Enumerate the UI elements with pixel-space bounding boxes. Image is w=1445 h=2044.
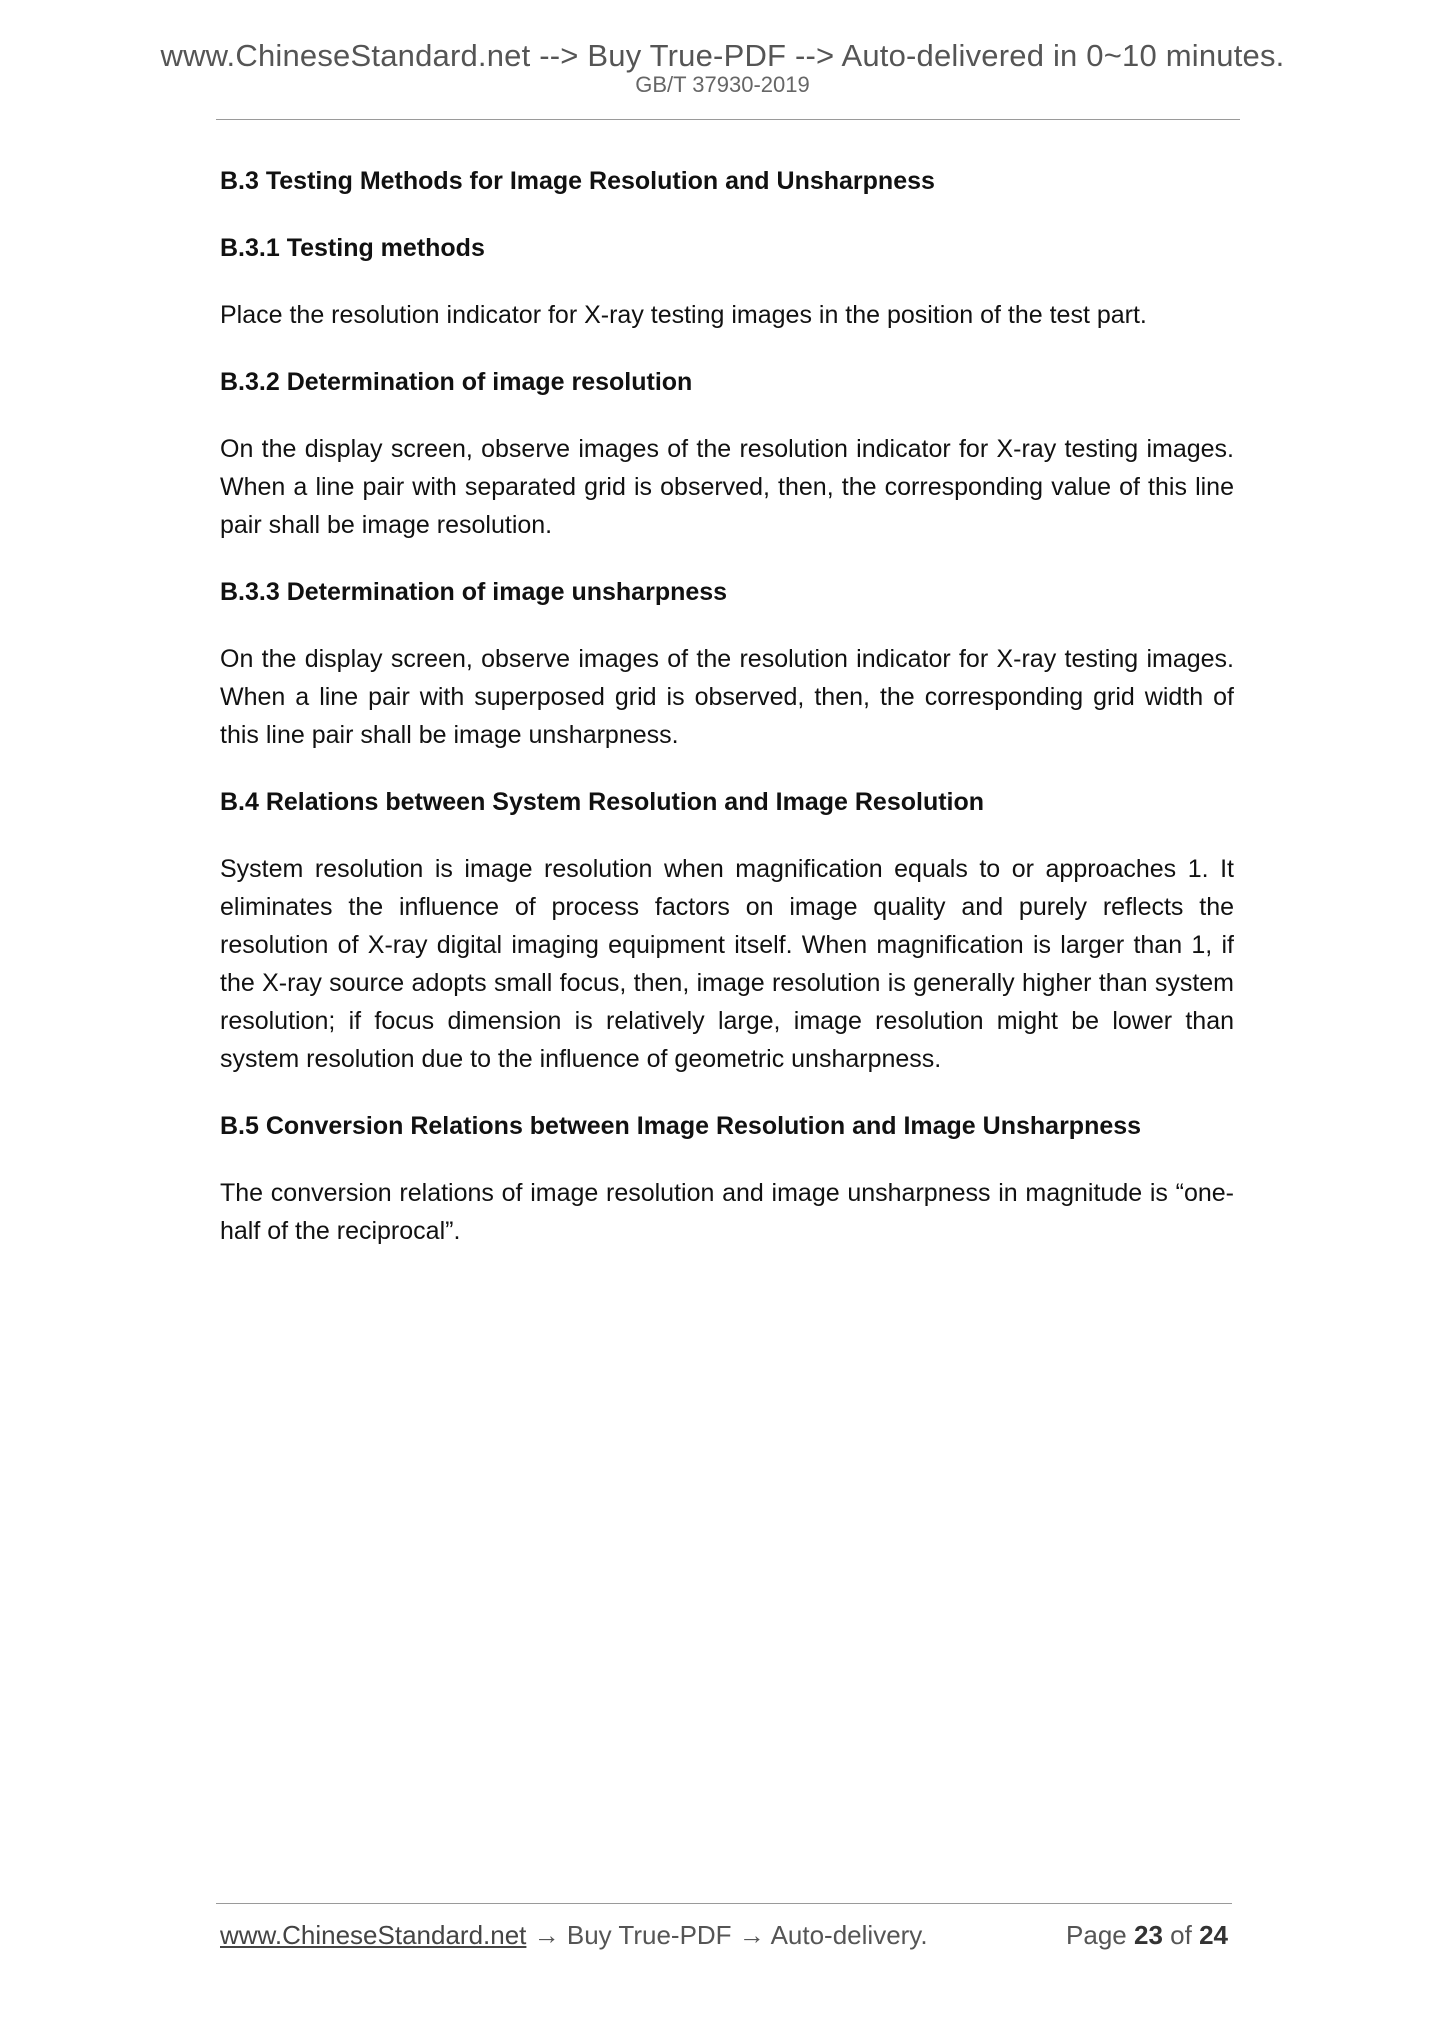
- page-content: [220, 162, 1234, 1250]
- footer-site-link[interactable]: www.ChineseStandard.net: [220, 1920, 527, 1950]
- of-label: of: [1170, 1920, 1192, 1950]
- document-id: GB/T 37930-2019: [635, 72, 810, 97]
- section-b32-heading: B.3.2 Determination of image resolution: [220, 368, 693, 396]
- section-b33-heading: B.3.3 Determination of image unsharpness: [220, 578, 728, 606]
- header-divider: [216, 119, 1240, 120]
- section-b32-paragraph: On the display screen, observe images of the resolution indicator for X-ray testing images. When a line pair with separated grid is observed, then, the corresponding value of this line pair shall be image resolution.: [220, 435, 1234, 539]
- section-b5-heading: B.5 Conversion Relations between Image Resolution and Image Unsharpness: [220, 1112, 1142, 1140]
- section-b5-paragraph: The conversion relations of image resolution and image unsharpness in magnitude is “one-half of the reciprocal”.: [220, 1179, 1234, 1245]
- header-banner: www.ChineseStandard.net --> Buy True-PDF --> Auto-delivered in 0~10 minutes.: [160, 38, 1285, 73]
- page-number: [1066, 1920, 1228, 1951]
- section-b31-paragraph: Place the resolution indicator for X-ray testing images in the position of the test part.: [220, 301, 1147, 329]
- current-page: 23: [1134, 1920, 1163, 1950]
- section-b4-paragraph: System resolution is image resolution when magnification equals to or approaches 1. It eliminates the influence of process factors on image quality and purely reflects the resolution of X-ray digital imaging equipment itself. When magnification is larger than 1, if the X-ray source adopts small focus, then, image resolution is generally higher than system resolution; if focus dimension is relatively large, image resolution might be lower than system resolution due to the influence of geometric unsharpness.: [220, 855, 1234, 1073]
- section-b33-paragraph: On the display screen, observe images of the resolution indicator for X-ray testing images. When a line pair with superposed grid is observed, then, the corresponding grid width of this line pair shall be image unsharpness.: [220, 645, 1234, 749]
- footer-divider: [216, 1903, 1232, 1904]
- footer-tagline: → Buy True-PDF → Auto-delivery.: [526, 1920, 928, 1950]
- page-label: Page: [1066, 1920, 1127, 1950]
- section-b3-heading: B.3 Testing Methods for Image Resolution and Unsharpness: [220, 167, 935, 195]
- section-b4-heading: B.4 Relations between System Resolution and Image Resolution: [220, 788, 985, 816]
- footer-left: [220, 1920, 928, 1951]
- total-pages: 24: [1199, 1920, 1228, 1950]
- section-b31-heading: B.3.1 Testing methods: [220, 234, 485, 262]
